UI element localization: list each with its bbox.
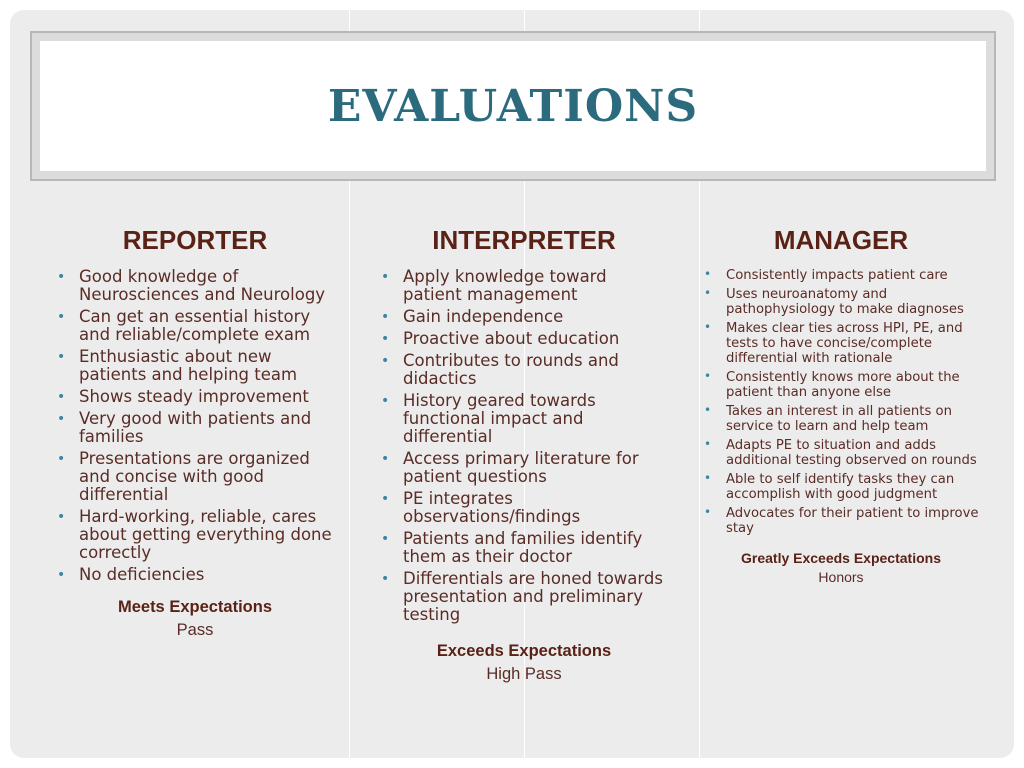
- bullet-icon: •: [57, 411, 66, 427]
- list-item: • Contributes to rounds and didactics: [381, 351, 619, 388]
- manager-column: [702, 225, 980, 585]
- list-item: • Differentials are honed towards presentation and preliminary testing: [381, 569, 663, 624]
- list-item: • Can get an essential history and reliable/complete exam: [57, 307, 311, 344]
- bullet-list: [702, 268, 980, 536]
- title-box: [40, 41, 986, 171]
- bullet-icon: •: [381, 571, 390, 587]
- bullet-icon: •: [704, 320, 712, 334]
- bullet-icon: •: [57, 389, 66, 405]
- bullet-icon: •: [704, 286, 712, 300]
- bullet-icon: •: [57, 309, 66, 325]
- list-item: • History geared towards functional impact and differential: [381, 391, 596, 446]
- list-item: • Able to self identify tasks they can accomplish with good judgment: [704, 471, 955, 502]
- bullet-icon: •: [381, 531, 390, 547]
- verdict-label: Exceeds Expectations: [436, 642, 612, 660]
- reporter-column: [55, 225, 335, 640]
- bullet-icon: •: [57, 349, 66, 365]
- bullet-list: [55, 268, 335, 584]
- verdict-label: Greatly Exceeds Expectations: [741, 550, 941, 566]
- list-item: • Makes clear ties across HPI, PE, and tests to have concise/complete differential with rationale: [704, 320, 963, 366]
- verdict: [55, 598, 335, 640]
- list-item: • Very good with patients and families: [57, 409, 312, 446]
- bullet-icon: •: [704, 267, 712, 281]
- bullet-icon: •: [704, 403, 712, 417]
- bullet-icon: •: [704, 437, 712, 451]
- list-item: • Shows steady improvement: [57, 387, 309, 406]
- verdict: [702, 550, 980, 585]
- list-item: • PE integrates observations/findings: [381, 489, 581, 526]
- slide: [10, 10, 1014, 758]
- bullet-icon: •: [381, 331, 390, 347]
- bullet-icon: •: [381, 393, 390, 409]
- interpreter-column: [379, 225, 669, 684]
- list-item: • Uses neuroanatomy and pathophysiology to make diagnoses: [704, 286, 964, 317]
- list-item: • Advocates for their patient to improve stay: [704, 505, 979, 536]
- list-item: • Apply knowledge toward patient management: [381, 267, 607, 304]
- list-item: • Consistently impacts patient care: [704, 267, 948, 283]
- verdict-grade: High Pass: [486, 665, 562, 683]
- bullet-list: [379, 268, 669, 624]
- bullet-icon: •: [57, 509, 66, 525]
- title-frame: [30, 31, 996, 181]
- verdict-grade: Pass: [176, 621, 214, 639]
- verdict: [379, 642, 669, 684]
- bullet-icon: •: [381, 309, 390, 325]
- bullet-icon: •: [704, 369, 712, 383]
- column-heading: REPORTER: [122, 225, 268, 255]
- list-item: • Enthusiastic about new patients and helping team: [57, 347, 298, 384]
- list-item: • Adapts PE to situation and adds additional testing observed on rounds: [704, 437, 977, 468]
- bullet-icon: •: [381, 451, 390, 467]
- bullet-icon: •: [704, 505, 712, 519]
- verdict-label: Meets Expectations: [117, 598, 273, 616]
- slide-title: EVALUATIONS: [327, 80, 699, 132]
- list-item: • Presentations are organized and concise with good differential: [57, 449, 310, 504]
- column-heading: INTERPRETER: [432, 225, 616, 255]
- list-item: • Good knowledge of Neurosciences and Neurology: [57, 267, 326, 304]
- bullet-icon: •: [57, 451, 66, 467]
- verdict-grade: Honors: [818, 569, 864, 585]
- list-item: • Access primary literature for patient questions: [381, 449, 639, 486]
- list-item: • Gain independence: [381, 307, 564, 326]
- list-item: • No deficiencies: [57, 565, 205, 584]
- list-item: • Patients and families identify them as their doctor: [381, 529, 643, 566]
- bullet-icon: •: [381, 353, 390, 369]
- bullet-icon: •: [381, 269, 390, 285]
- list-item: • Takes an interest in all patients on service to learn and help team: [704, 403, 952, 434]
- list-item: • Hard-working, reliable, cares about getting everything done correctly: [57, 507, 332, 562]
- bullet-icon: •: [704, 471, 712, 485]
- bullet-icon: •: [57, 567, 66, 583]
- list-item: • Consistently knows more about the patient than anyone else: [704, 369, 960, 400]
- bullet-icon: •: [381, 491, 390, 507]
- column-heading: MANAGER: [773, 225, 909, 255]
- bullet-icon: •: [57, 269, 66, 285]
- list-item: • Proactive about education: [381, 329, 620, 348]
